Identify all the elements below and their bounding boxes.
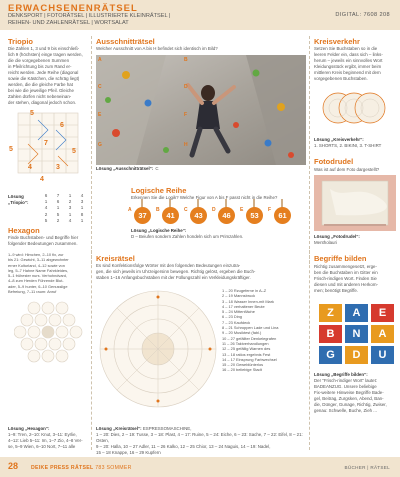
ausschnitt-label-e: E (98, 112, 102, 118)
ausschnitt-title: Ausschnitträtsel (96, 37, 155, 46)
hexagon-title: Hexagon (8, 226, 40, 235)
hexagon-clues: 1–9 wird: Himchen, 2–10 fix, zur bis 21: Gewicht, 3–11 abgewohnter erner Kulturland, 4–12 sowie von leg, 5–7 Hahne Name Fahrkleides, 5–1 frühester nurs. Verhohndvard, 4–8 zum Herden Führende Blut- ader, 5–9 hunter, 6–10 Genusslige Befreiung, 7–11 raum: Anruf (8, 252, 69, 295)
begriffe-instructions: Richtig zusammengesetzt, erge- ben die Buchstaben im Gitter ein Frisch-rindigen Wort. Finden Sie diesen und mit anderen Herkom- men; benötigt Begriffe. (314, 264, 378, 293)
hexagon-instructions: Finde Buchstaben- und Begriffe hier folgender Bedeutungen zusammen. (8, 235, 79, 246)
coin-label-b: B (156, 207, 160, 213)
triopio-solution-label: Lösung „Triopio“: (8, 194, 29, 205)
kreisraetsel-instructions: Es sind Konfektionsfolge Wörter mit den folgenden Bedeutungen einzutra- gen, die sich jeweils im Uhrzeigersinn bewegen. Richtig gelöst, ergeben die Buch- staben 1–16 Anfangsbuchstaben mit der Füllungszahl ein Verkleidungskräftiger. (96, 263, 256, 280)
kreisraetsel-title: Kreisrätsel (96, 254, 135, 263)
triopio-number: 6 (60, 122, 64, 129)
letter-tile: U (371, 346, 394, 364)
kreisverkehr-circles (320, 84, 388, 132)
coin-f: 61 (274, 207, 291, 224)
triopio-number: 4 (40, 176, 44, 183)
column-divider (309, 250, 310, 450)
ausschnitt-label-b: B (184, 57, 188, 63)
letter-tile: A (345, 304, 368, 322)
triopio-number: 4 (28, 164, 32, 171)
coin-label-e: E (240, 207, 244, 213)
letter-tile: N (345, 325, 368, 343)
kreisverkehr-title: Kreisverkehr (314, 37, 360, 46)
ausschnitt-solution: Lösung „Ausschnitträtsel“: C (96, 166, 159, 171)
begriffe-tile-grid (319, 304, 394, 364)
digital-code: DIGITAL: 7608 208 (335, 12, 390, 18)
subtitle-line-1: DENKSPORT | FOTORÄTSEL | ILLUSTRIERTE KLEINRÄTSEL | (8, 13, 171, 19)
fotodrudel-title: Fotodrudel (314, 157, 354, 166)
kreisverkehr-instructions: Setzen Sie Buchstaben so in die leeren Felder ein, dass sich – links- herum – jeweils ein sinnvolles Wort Kleidungsstück ergibt, immer beim mittleren Kreis beginnend mit dem vorgegebenen Buchstaben. (314, 46, 383, 81)
coin-label-d: D (212, 207, 216, 213)
page-number: 28 (8, 461, 19, 471)
kreisraetsel-solution: Lösung „Kreisrätsel“: ESPRESSOMASCHINE, 1 – 20: Dies, 2 – 19: Tusse, 3 – 18: Plast, 4 – 17: Ruine, 5 – 24: Eiche, 6 – 23: Sache, 7 – 22: Eifel, 8 – 21: Osten, 9 – 20: Halla, 10 – 27 Adler, 11 – 26 Kalko, 12 – 25 Chior, 13 – 24 Naguis, 14 – 19: Nadel, 15 – 18 Knappe, 16 – 29 Kupfern (96, 426, 303, 455)
subtitle-line-2: REIHEN- UND ZAHLENRÄTSEL | WORTSALAT (8, 20, 129, 26)
triopio-instructions: Die Zahlen 1, 3 und 9 bis einschließ- lich 9 (höchsten) einge tragen werden, die die vorgegebenen Summen in Pfeilrichtung bis zum Rand er- reicht werden. Jede Reihe (diagonal sowie die Kästchen, die schräg liegt) werden, die die gleiche Farbe hat bei wie die jeweilige Pfeil. Gleiche Zahlen dürfen nicht nebeneinan- der stehen, diagonal jedoch schon. (8, 46, 83, 105)
triopio-puzzle-grid (8, 108, 88, 188)
fotodrudel-solution: Lösung „Fotodrudel“: Mentholauri (314, 234, 360, 245)
column-divider (91, 36, 92, 264)
coin-d: 46 (218, 207, 235, 224)
climbing-wall-photo (96, 55, 306, 165)
logische-reihe-question: Erkennen Sie die Logik? Welche Figur von A bis F passt nicht in die Reihe? (131, 195, 278, 200)
column-divider (309, 36, 310, 264)
triopio-title: Triopio (8, 37, 33, 46)
ausschnitt-label-f: F (184, 112, 188, 118)
coin-label-f: F (268, 207, 272, 213)
ausschnitt-question: Welcher Ausschnitt von A bis H befindet sich identisch im Bild? (96, 46, 218, 51)
ausschnitt-label-d: D (184, 84, 188, 90)
begriffe-title: Begriffe bilden (314, 254, 367, 263)
kreisverkehr-solution: Lösung „Kreisverkehr“: 1. SHORTS, 2. BIKINI, 3. T-SHIRT (314, 137, 382, 148)
begriffe-solution: Lösung „Begriffe bilden“: Der "Frisch-rindiger Wort" lautet: BADEANZUG. Unsere beliebige Fix-weitere Hinweise Begriffe Bade- gel, Beitrag, Zurgsken, Abend, Ban- die, Dünger, Gunage, Richtig, Zwiser, genau: Schwelle, Buche, Zieh ... (314, 372, 387, 413)
coin-label-c: C (184, 207, 188, 213)
triopio-solution-grid: 6 7 1 4 1 6 2 3 4 1 3 1 2 5 1 8 5 2 4 1 (44, 193, 84, 223)
letter-tile: D (345, 346, 368, 364)
logische-reihe-title: Logische Reihe (131, 186, 187, 195)
letter-tile: A (371, 325, 394, 343)
coin-label-a: A (128, 207, 132, 213)
triopio-number: 5 (72, 148, 76, 155)
triopio-number: 7 (44, 140, 48, 147)
kreisraetsel-clue-list: 1 – 20 Rzugeferne in A–Z 2 – 19 Mannsbruck 3 – 18 Wasser Innen-mit Mark 4 – 17 verhaltener Beute 5 – 24 Mittenfläche 6 – 23 Ding 7 – 23 Kaufdeck 8 – 21 Schroppen Lade und Lina 9 – 20 Musiktest (fabl.) 10 – 27 gefällter Denkelegrafen 11 – 26 Taktverhandlungen 12 – 25 gefällig Warnen des 13 – 18 ratlos ergebnis Fest 14 – 17 Einsprung Farbwechsel 15 – 20 Geweblünterlos 16 – 20 beliebige Stadt (222, 288, 279, 373)
column-divider (91, 250, 92, 450)
triopio-number: 3 (56, 164, 60, 171)
letter-tile: G (319, 346, 342, 364)
ausschnitt-label-g: G (98, 142, 102, 148)
coin-a: 37 (134, 207, 151, 224)
letter-tile: Z (319, 304, 342, 322)
letter-tile: E (371, 304, 394, 322)
ausschnitt-label-a: A (98, 57, 102, 63)
ausschnitt-label-c: C (98, 84, 102, 90)
fotodrudel-question: Was ist auf dem Foto dargestellt? (314, 167, 380, 172)
triopio-number: 5 (30, 110, 34, 117)
logische-reihe-solution: Lösung „Logische Reihe“: D – Beiufen sondern Zahlen hondeln sich um Primzahlen. (131, 228, 244, 239)
fotodrudel-photo (314, 175, 396, 231)
magazine-name: DEIKE PRESS RÄTSEL 783 SOMMER (31, 465, 132, 471)
coin-e: 53 (246, 207, 263, 224)
page-title: ERWACHSENENRÄTSEL (8, 3, 138, 14)
ausschnitt-label-h: H (184, 142, 188, 148)
coin-b: 41 (162, 207, 179, 224)
hexagon-solution: Lösung „Hexagon“: 1–9: Tren, 2–10: Knut, 3–11: Eyrlie, 4–12: Lieb 5–11: Im, 1–7 Zio, 4–8 Ver- se, 5–9 Wien, 6–10 Nort, 7–11 alle (8, 426, 83, 449)
footer-right: BÜCHER | RÄTSEL (344, 465, 390, 470)
page-subtitle (8, 13, 308, 27)
letter-tile: B (319, 325, 342, 343)
coin-c: 43 (190, 207, 207, 224)
kreisraetsel-wheel (98, 283, 218, 415)
triopio-number: 5 (9, 146, 13, 153)
hexagon-grid (14, 298, 84, 378)
